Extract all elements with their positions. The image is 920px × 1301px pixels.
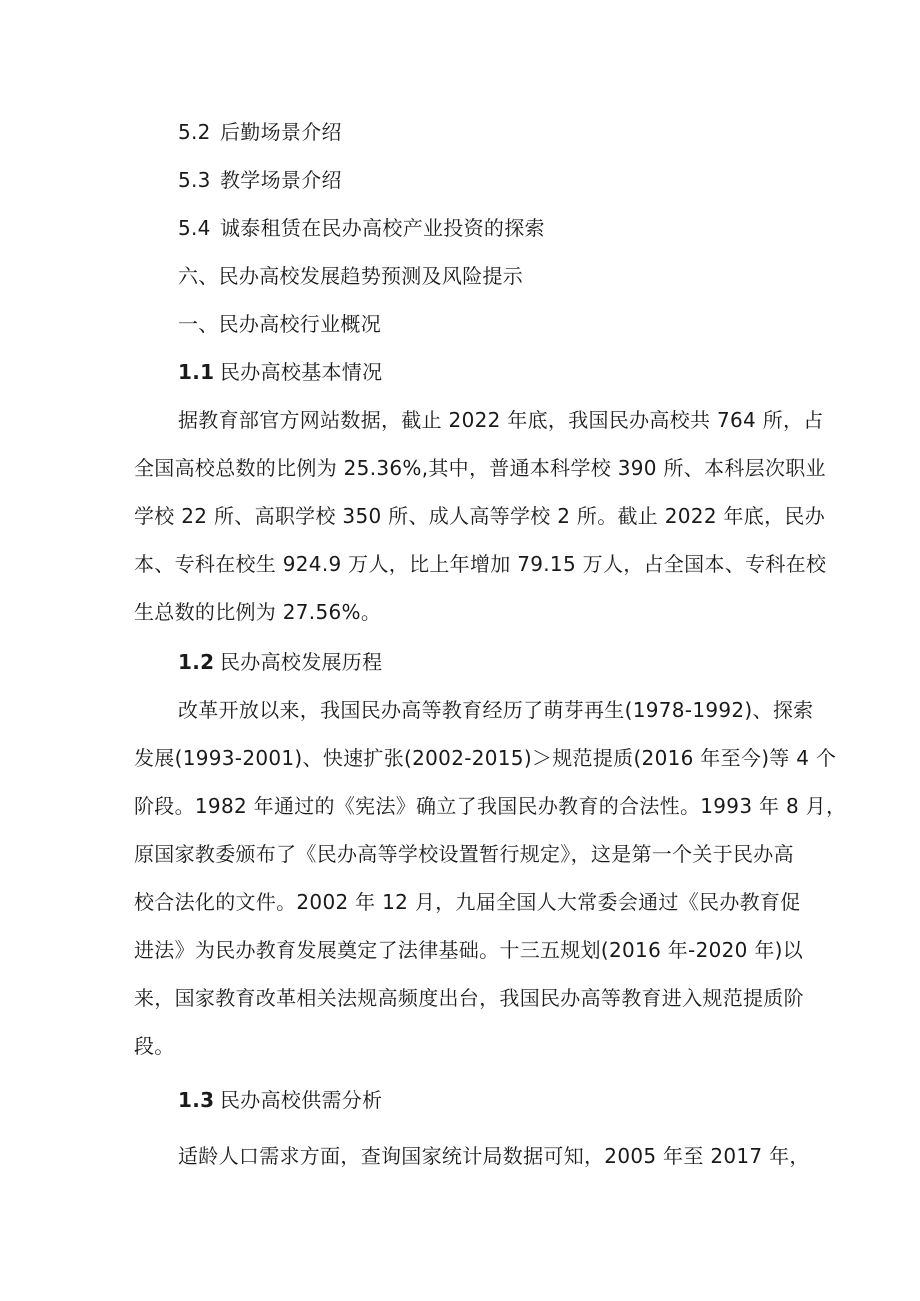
subsection-title: 民办高校供需分析 xyxy=(220,1088,383,1112)
toc-title: 诚泰租赁在民办高校产业投资的探索 xyxy=(220,216,545,240)
toc-title: 教学场景介绍 xyxy=(220,168,342,192)
paragraph-line: 全国高校总数的比例为 25.36%,其中，普通本科学校 390 所、本科层次职业 xyxy=(134,456,826,480)
toc-item-5-3[interactable] xyxy=(178,166,342,194)
paragraph-line: 学校 22 所、高职学校 350 所、成人高等学校 2 所。截止 2022 年底，民办 xyxy=(134,504,826,528)
paragraph-line: 来，国家教育改革相关法规高频度出台，我国民办高等教育进入规范提质阶 xyxy=(134,986,804,1010)
toc-item-5-4[interactable] xyxy=(178,214,545,242)
toc-title: 六、民办高校发展趋势预测及风险提示 xyxy=(178,264,524,288)
toc-title: 后勤场景介绍 xyxy=(220,120,342,144)
section-title: 一、民办高校行业概况 xyxy=(178,312,381,336)
toc-number: 5.2 xyxy=(178,120,211,144)
subsection-number: 1.1 xyxy=(178,360,215,384)
section-heading xyxy=(178,310,381,338)
paragraph-line: 适龄人口需求方面，查询国家统计局数据可知，2005 年至 2017 年， xyxy=(178,1144,810,1168)
paragraph-line: 发展(1993-2001)、快速扩张(2002-2015)＞规范提质(2016 年至今)等 4 个 xyxy=(134,746,837,770)
paragraph-line: 生总数的比例为 27.56%。 xyxy=(134,600,382,624)
toc-number: 5.4 xyxy=(178,216,211,240)
paragraph-line: 本、专科在校生 924.9 万人，比上年增加 79.15 万人，占全国本、专科在校 xyxy=(134,552,827,576)
paragraph-line: 段。 xyxy=(134,1034,175,1058)
paragraph-line: 据教育部官方网站数据，截止 2022 年底，我国民办高校共 764 所，占 xyxy=(178,408,824,432)
toc-item-5-2[interactable] xyxy=(178,118,342,146)
subsection-number: 1.2 xyxy=(178,650,215,674)
toc-number: 5.3 xyxy=(178,168,211,192)
paragraph-line: 阶段。1982 年通过的《宪法》确立了我国民办教育的合法性。1993 年 8 月， xyxy=(134,794,847,818)
subsection-heading-1-1 xyxy=(178,358,382,386)
paragraph-line: 校合法化的文件。2002 年 12 月，九届全国人大常委会通过《民办教育促 xyxy=(134,890,801,914)
paragraph-line: 改革开放以来，我国民办高等教育经历了萌芽再生(1978-1992)、探索 xyxy=(178,698,814,722)
subsection-number: 1.3 xyxy=(178,1088,215,1112)
paragraph-line: 原国家教委颁布了《民办高等学校设置暂行规定》，这是第一个关于民办高 xyxy=(134,842,794,866)
subsection-title: 民办高校基本情况 xyxy=(220,360,383,384)
subsection-title: 民办高校发展历程 xyxy=(220,650,383,674)
paragraph-line: 进法》为民办教育发展奠定了法律基础。十三五规划(2016 年-2020 年)以 xyxy=(134,938,804,962)
subsection-heading-1-2 xyxy=(178,648,382,676)
toc-item-section-6[interactable] xyxy=(178,262,523,290)
subsection-heading-1-3 xyxy=(178,1086,382,1114)
